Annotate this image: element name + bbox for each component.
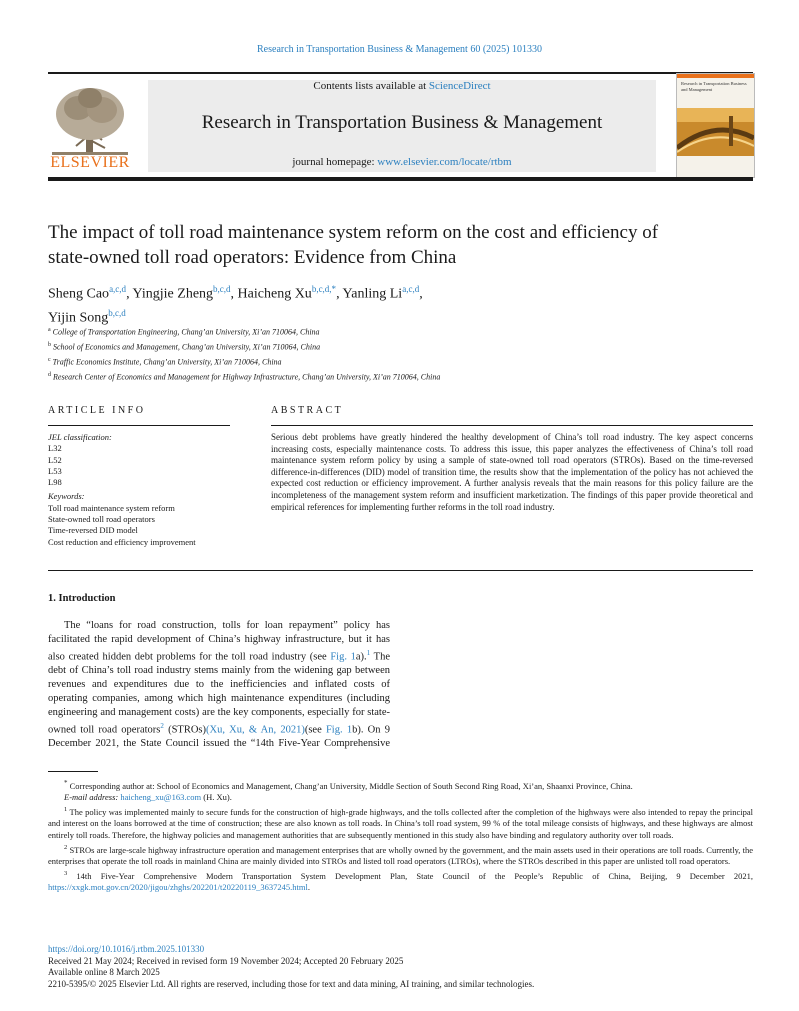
footnotes <box>48 778 753 894</box>
affiliation-text: Traffic Economics Institute, Chang’an University, Xi’an 710064, China <box>52 357 282 367</box>
received-dates: Received 21 May 2024; Received in revised form 19 November 2024; Accepted 20 February 2025 <box>48 955 404 966</box>
author-separator: , <box>336 286 343 302</box>
author-affiliation-marks[interactable]: a,c,d <box>109 284 127 294</box>
footnote-3: $^3$ 14th Five-Year Comprehensive Modern Transportation System Development Plan, State Council of the People’s Republic of China, Beijing, 9 December 2021, https://xxgk.mot.gov.cn/2020/jigou/zhghs/202201/t20220119_3637245.html. <box>48 869 754 893</box>
affiliation-key: a <box>48 327 51 333</box>
jel-code: L52 <box>48 454 62 465</box>
author: Yingjie Zheng <box>132 286 214 302</box>
corresponding-author-note <box>48 778 753 792</box>
affiliation-key: c <box>48 357 51 364</box>
footnote-1: $^1$ The policy was implemented mainly to secure funds for the construction of high-grade highways, and the tolls collected after the completion of the highways were also intended to repay the principal and interest on the loans borrowed at the time of construction; these are also known as toll roads. In China’s toll road system, 99 % of the total mileage consists of highways, and these highways are almost entirely toll roads. Therefore, the highway policies and management authorities that are subsequently mentioned in this study also have binding and regulatory authority over toll roads. <box>48 806 753 841</box>
body-column-right <box>412 592 753 752</box>
abstract-rule <box>271 425 753 426</box>
footnote-url-link[interactable]: https://xxgk.mot.gov.cn/2020/jigou/zhghs/202201/t20220119_3637245.html <box>48 882 308 893</box>
homepage-prefix: journal homepage: <box>292 156 378 168</box>
publication-info <box>48 944 753 990</box>
cover-title: Research in Transportation Business and Management <box>681 81 747 92</box>
email-suffix: (H. Xu). <box>201 792 232 803</box>
email-label: E-mail address: <box>64 792 121 803</box>
article-info-panel <box>48 432 230 548</box>
homepage-line <box>148 156 656 168</box>
intro-paragraph-1 <box>48 619 390 754</box>
author: Yijin Song <box>48 310 109 326</box>
affiliation-key: d <box>48 372 51 379</box>
citation-link[interactable]: (Xu, Xu, & An, 2021) <box>206 724 305 736</box>
author-affiliation-marks[interactable]: a,c,d <box>402 284 420 294</box>
email-link[interactable]: haicheng_xu@163.com <box>120 792 202 803</box>
footnote-separator <box>48 771 98 772</box>
section-heading-introduction: 1. Introduction <box>48 593 116 604</box>
affiliation-item <box>48 354 748 369</box>
masthead-bottom-rule <box>48 177 753 181</box>
author-list <box>48 280 748 327</box>
body-column-left <box>48 592 390 754</box>
figure-link[interactable]: Fig. 1 <box>325 724 353 736</box>
footnote-ref[interactable] <box>270 753 274 754</box>
corresponding-text: Corresponding author at: School of Economics and Management, Chang’an University, Middle Section of South Second Ring Road, Xi’an, Shaanxi Province, China. <box>69 780 633 791</box>
keyword: Toll road maintenance system reform <box>48 502 175 513</box>
text-run: a). <box>355 651 367 663</box>
cover-road-image-icon <box>677 108 754 156</box>
jel-code: L98 <box>48 477 62 488</box>
footnote-end: . <box>307 882 310 893</box>
journal-name: Research in Transportation Business & Management <box>201 112 603 133</box>
abstract-heading: ABSTRACT <box>271 405 344 416</box>
copyright-notice: 2210-5395/© 2025 Elsevier Ltd. All rights are reserved, including those for text and data mining, AI training, and similar technologies. <box>48 978 535 989</box>
footnote-ref[interactable]: 2 <box>160 721 164 730</box>
affiliations <box>48 324 748 385</box>
body-separator-rule <box>48 570 753 571</box>
jel-label: JEL classification: <box>48 432 112 442</box>
author: Sheng Cao <box>48 286 110 302</box>
keyword: Cost reduction and efficiency improvement <box>48 536 196 547</box>
affiliation-text: Research Center of Economics and Management for Highway Infrastructure, Chang’an University, Xi’an 710064, China <box>53 373 441 383</box>
author-separator: , <box>230 286 238 302</box>
author-separator: , <box>126 286 133 302</box>
masthead-top-rule <box>48 72 753 74</box>
contents-prefix: Contents lists available at <box>313 80 429 92</box>
affiliation-text: College of Transportation Engineering, Chang’an University, Xi’an 710064, China <box>52 327 320 337</box>
author: Yanling Li <box>342 286 403 302</box>
author-separator: , <box>419 286 423 302</box>
affiliation-item <box>48 324 748 339</box>
footnote-text: 14th Five-Year Comprehensive Modern Transportation System Development Plan, State Council of the People’s Republic of China, Beijing, 9 December 2021, <box>76 870 754 881</box>
text-run: The “loans for road construction, tolls for loan repayment” policy has facilitated the rapid development of China’s highway infrastructure, but it has also created hidden debt problems for the toll road industry (see <box>48 619 390 663</box>
abstract-text: Serious debt problems have greatly hindered the healthy development of China’s toll road industry. The key aspect concerns increasing costs, especially maintenance costs. To address this issue, this paper analyzes the effectiveness of China’s toll road maintenance system reform policy by using a sample of state-owned toll road operators (STROs). Based on the time-reversed difference-in-differences (DID) model of transition time, the results show that the implementation of the policy has not achieved the expected cost reduction or efficiency improvement. A further analysis reveals that the main reasons for this policy failure are the incompleteness of the management system reform and insufficient marketization. The findings of this paper provide theoretical and empirical references for implementing further reforms in the toll road industry. <box>271 432 753 512</box>
jel-code: L53 <box>48 465 62 476</box>
email-note <box>48 792 753 804</box>
journal-homepage-link[interactable]: www.elsevier.com/locate/rtbm <box>377 156 512 168</box>
article-info-heading: ARTICLE INFO <box>48 405 146 416</box>
keywords-label: Keywords: <box>48 491 85 502</box>
author-affiliation-marks[interactable]: b,c,d <box>213 284 231 294</box>
jel-code: L32 <box>48 443 62 454</box>
sciencedirect-link[interactable]: ScienceDirect <box>428 80 491 92</box>
footnote-ref[interactable]: 1 <box>366 648 371 657</box>
text-run: (see <box>304 724 326 736</box>
contents-line <box>148 80 656 92</box>
footnote-text: STROs are large-scale highway infrastructure operation and management enterprises that are wholly owned by the government, and the main assets used in their operations are toll roads. Currently, the enterprises that operate the toll roads in mainland China are mainly divided into STROs and listed toll road operators (LTROs), where the STROs described in this paper are unlisted toll road operators. <box>48 844 754 867</box>
affiliation-item <box>48 369 748 384</box>
journal-cover-thumbnail[interactable] <box>676 73 755 178</box>
text-run: b). On 9 December 2021, the State Council issued the “14th Five-Year Comprehensive <box>48 724 390 750</box>
text-run: (STROs) <box>163 724 207 736</box>
keyword: State-owned toll road operators <box>48 514 155 525</box>
elsevier-logo <box>48 80 132 172</box>
author-affiliation-marks[interactable]: b,c,d,* <box>311 284 337 294</box>
doi-link[interactable]: https://doi.org/10.1016/j.rtbm.2025.101330 <box>48 944 205 954</box>
footnote-2: $^2$ STROs are large-scale highway infrastructure operation and management enterprises that are wholly owned by the government, and the main assets used in their operations are toll roads. Currently, the enterprises that operate the toll roads in mainland China are mainly divided into STROs and listed toll road operators (LTROs), where the STROs described in this paper are unlisted toll road operators. <box>48 843 754 867</box>
article-title: The impact of toll road maintenance system reform on the cost and efficiency of state-owned toll road operators: Evidence from China <box>48 222 659 268</box>
asterisk-icon: * <box>64 779 68 787</box>
running-header[interactable]: Research in Transportation Business & Management 60 (2025) 101330 <box>257 44 542 55</box>
affiliation-text: School of Economics and Management, Chang’an University, Xi’an 710064, China <box>53 342 321 352</box>
footnote-text: The policy was implemented mainly to secure funds for the construction of high-grade highways, and the tolls collected after the completion of the highways were also intended to repay the principal and interest on the loans borrowed at the time of construction; these are also known as toll roads. In China’s toll road system, 99 % of the total mileage consists of highways, and these highways are almost entirely toll roads. Therefore, the highway policies and management authorities that are subsequently mentioned in this study also have binding and regulatory authority over toll roads. <box>48 806 753 841</box>
affiliation-item <box>48 339 748 354</box>
article-info-rule <box>48 425 230 426</box>
author: Haicheng Xu <box>237 286 312 302</box>
keyword: Time-reversed DID model <box>48 525 138 536</box>
figure-link[interactable]: Fig. 1 <box>330 651 356 663</box>
publisher-wordmark: ELSEVIER <box>50 154 130 171</box>
affiliation-key: b <box>48 342 51 349</box>
author-affiliation-marks[interactable]: b,c,d <box>108 307 126 318</box>
available-online: Available online 8 March 2025 <box>48 967 160 978</box>
text-run: The debt of China’s toll road industry stems mainly from the widening gap between revenues and expenditures due to the inefficiencies and inflated costs of operating companies, among which high maintenance expenditures (including engineering and management costs) are the key components, especially for state-owned toll road operators <box>48 651 390 736</box>
